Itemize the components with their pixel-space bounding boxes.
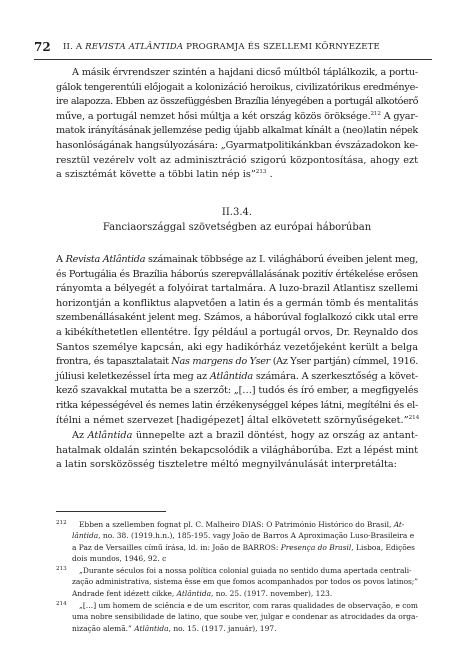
footnote-ref-214[interactable]: 214 <box>408 414 420 421</box>
paragraph-3: Az Atlântida ünnepelte azt a brazil döntést, hogy az ország az antant- hatalmak oldalán szintén bekapcsolódik a világháborúba. Ezt a lépést mint a latin sorsközösség tiszteletre méltó megnyilvánulását interpretálta: <box>56 430 418 471</box>
footnote-212: 212 Ebben a szellemben fognat pl. C. Malheiro DIAS: O Património Histórico do Brasil, At- lântida, no. 38. (1919.h.n.), 185-195. vagy João de Barros A Aproximação Luso-Brasileira e a Paz de Versailles című írása, ld. in: João de BARROS: Presença do Brasil, Lisboa, Edições dois mundos, 1946, 92. c <box>56 520 415 563</box>
footnote-number: 212 <box>56 520 67 526</box>
header-rule <box>34 59 432 60</box>
footnote-number: 213 <box>56 566 67 572</box>
running-title: II. A REVISTA ATLÂNTIDA PROGRAMJA ÉS SZELLEMI KÖRNYEZETE <box>63 42 380 52</box>
footnote-ref-213[interactable]: 213 <box>255 168 267 175</box>
page-number: 72 <box>34 40 51 54</box>
footnote-213: 213 „Durante séculos foi a nossa política colonial guiada no sentido duma apertada centrali- zação administrativa, sistema êsse em que fomos acompanhados por todos os povos latinos;” Andrade fent idézett cikke, Atlântida, no. 25. (1917. november), 123. <box>56 566 418 598</box>
footnote-separator <box>56 511 166 512</box>
footnote-number: 214 <box>56 601 67 607</box>
footnote-ref-212[interactable]: 212 <box>370 110 381 117</box>
section-title: Fanciaországgal szövetségben az európai háborúban <box>102 222 372 233</box>
section-number: II.3.4. <box>221 207 253 218</box>
paragraph-1: A másik érvrendszer szintén a hajdani dicső múltból táplálkozik, a portu- gálok tengerentúli előjogait a kolonizáció heroikus, civilizatórikus eredménye- ire alapozza. Ebben az összefüggésben Brazília lényegében a portugál alkotóerő műve, a portugál nemzet hősi múltja a két ország közös öröksége.$^{212}$ A gyar- matok irányításának jellemzése pedig újabb alkalmat kínált a (neo)latin népek hasonlóságának hangsúlyozására: „Gyarmatpolitikánkban évszázadokon ke- resztül vezérelv volt az adminisztráció szigorú központosítása, ahogy ezt a szisztémát követte a többi latin nép is”$^{213}$ . <box>56 67 418 181</box>
paragraph-2: A Revista Atlântida számainak többsége az I. világháború éveiben jelent meg, és Portugália és Brazília háborús szerepvállalásának pozitív értékelése erősen rányomta a bélyegét a folyóirat tartalmára. A luzo-brazil Atlantisz szellemi horizontján a konfliktus alapvetően a latin és a germán tömb és mentalitás szembenállásaként jelent meg. Számos, a háborúval foglalkozó cikk utal erre a kibékíthetetlen ellentétre. Így például a portugál orvos, Dr. Reynaldo dos Santos személye kapcsán, aki egy hadikórház vezetőjeként került a belga frontra, és tapasztalatait Nas margens do Yser (Az Yser partján) címmel, 1916. júliusi keletkezéssel írta meg az Atlântida számára. A szerkesztőség a követ- kező szavakkal mutatta be a szerzőt: „[…] tudós és író ember, a megfigyelés ritka képességével és nemes latin érzékenységgel képes látni, megítélni és el- ítélni a német szervezet [hadigépezet] által elkövetett szörnyűségeket.”$^{214}$ <box>56 254 420 426</box>
footnote-214: 214 „[…] um homem de sciência e de um escritor, com raras qualidades de observação, e com uma nobre sensibilidade de latino, que soube ver, julgar e condenar as atrocidades da orga- nização alemã.” Atlântida, no. 15. (1917. január), 197. <box>56 601 418 633</box>
running-header <box>34 40 432 56</box>
